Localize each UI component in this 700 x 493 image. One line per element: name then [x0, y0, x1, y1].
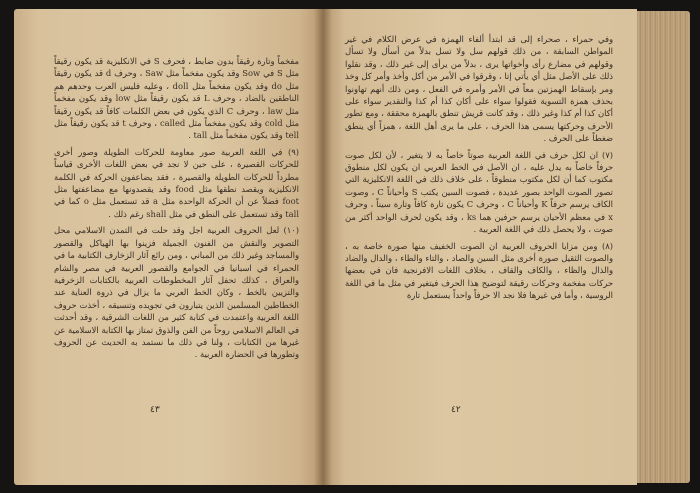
page-edges [637, 11, 690, 483]
left-paragraph: (١٠) لعل الحروف العربية اجل وقد حلت في التمدن الاسلامي محل التصوير والنقش من الفنون الجميلة فزينوا بها الهياكل والقصور والمساجد وغير ذلك من المباني ، ومن رائع آثار الزخارف الكتابية ما في الحمراء في اسبانيا في الجوامع والقصور العربية في مصر والشام والعراق ، كذلك تحفل آثار المخطوطات العربية بالكتابات الزخرفية والتزيين بالخط ، وكان الخط العربي ما يزال في ذروة العناية عند الخطاطين المسلمين الذين يتبارون في تجويده وتنسيقه ، أخذت حروف اللغة العربية واعتمدت في كتابة كثير من اللغات الشرقية ، وقد أحدثت في العالم الاسلامي روحاً من الفن والذوق تمتاز بها الكتابة الاسلامية عن غيرها من الكتابات ، ولنا في ذلك ما نستمد به الحديث عن الحروف وتطورها في الحضارة العربية . [54, 225, 299, 360]
right-paragraph: (٧) ان لكل حرف في اللغة العربية صوتاً خاصاً به لا يتغير ، لأن لكل صوت حرفاً خاصاً به يدل عليه ، ان الأصل في الخط العربي ان يكون لكل منطوق مكتوب كما أن لكل مكتوب منطوقاً ، على خلاف ذلك في اللغة الانكليزية التي تصور الصوت الواحد بصور عديدة ، فصوت السين يكتب S وأحياناً C ، وصوت الكاف يرسم حرفاً K وأحياناً C ، وحرف C يكون تارة كافاً وتارة سيناً ، وحرف x في معظم الأحيان يرسم حرفين هما ks ، وقد يكون لحرف الواحد أكثر من صوت ، ولا يحصل ذلك في اللغة العربية . [345, 149, 613, 235]
book-spine [314, 9, 332, 485]
open-book [14, 9, 690, 485]
right-paragraph: وفي حمراء ، صحراء إلى قد ابتدأ ألفاء الهمزة في عرض الكلام في غير المواطن السابقة ، من ذلك قولهم سل ولا تسل بدلاً من أسأل ولا تسأل وقولهم في مضارع رأى وأخواتها يرى ، بدلاً من يرأى إلى غير ذلك ، وقد نقلوا ذلك على الأصل مثل أي يأتي إتا ، وقرقوا في الأمر من أكل وأخذ وأمر كل وخذ ومر بإسقاط الهمزتين معاً في الأمر وأمره في الفعل ، ومن ذلك أنهم تهاونوا بحذف همزة التسوية فقولوا سواء على أكان كذا أم كذا والتقدير سواء على أكان كذا أم كذا وغير ذلك ، وقد كانت قريش تنطق بالهمزة محققة ، ومع تطور الأحرف وحركتها يسمى هذا الحرف ، على ما يرى أهل اللغة ، همزاً أي ينطق ضغطاً على الحرف . [345, 34, 613, 144]
right-page-number: ٤٢ [451, 405, 461, 415]
left-paragraph: (٩) في اللغة العربية صور معاومة للحركات الطويلة وصور أخرى للحركات القصيرة ، على حين لا نجد في بعض اللغات الأخرى قياساً مطرداً للحركات الطويلة والقصيرة ، فقد يضاعفون الحركة في الكلمة الانكليزية ويقصد نطقها مثل food وقد يقصدونها مع مضاعفتها مثل foot فضلاً عن أن الحركة الواحدة مثل a قد تستعمل مثل o كما في tall وقد تستعمل على النطق في مثل shall رغم ذلك . [54, 146, 299, 219]
left-page-number: ٤٣ [150, 405, 160, 415]
left-paragraph: مفخماً وتارة رقيقاً بدون ضابط ، فحرف S في الانكليزية قد يكون رقيقاً مثل S في Sow وقد يكون مفخماً مثل Saw ، وحرف d قد يكون رقيقاً مثل do وقد يكون مفخماً مثل doll ، وعليه فليس العرب وحدهم هم الناطقين بالضاد ، وحرف L قد يكون رقيقاً مثل low وقد يكون مفخماً مثل law ، وحرف C الذي يكون في بعض الكلمات كافاً قد يكون رقيقاً مثل cold وقد يكون مفخماً مثل called ، وحرف t قد يكون رقيقاً مثل tell وقد يكون مفخماً مثل tall . [54, 56, 300, 141]
right-page [323, 9, 637, 485]
right-paragraph: (٨) ومن مزايا الحروف العربية ان الصوت الخفيف منها صورة خاصة به ، والصوت الثقيل صورة أخرى مثل السين والصاد ، والتاء والطاء ، والدال والضاد والذال والظاء ، والكاف والقاف ، بخلاف اللغات الافرنجية فان في بعضها حركات مفخمة وحركات رقيقة لتوضيح هذا الحرف فيتغير في مثل ما في اللغة الروسية ، وأما في غيرها فلا نجد الا حرفاً واحداً يستعمل تارة [345, 240, 613, 301]
left-page [14, 9, 323, 485]
